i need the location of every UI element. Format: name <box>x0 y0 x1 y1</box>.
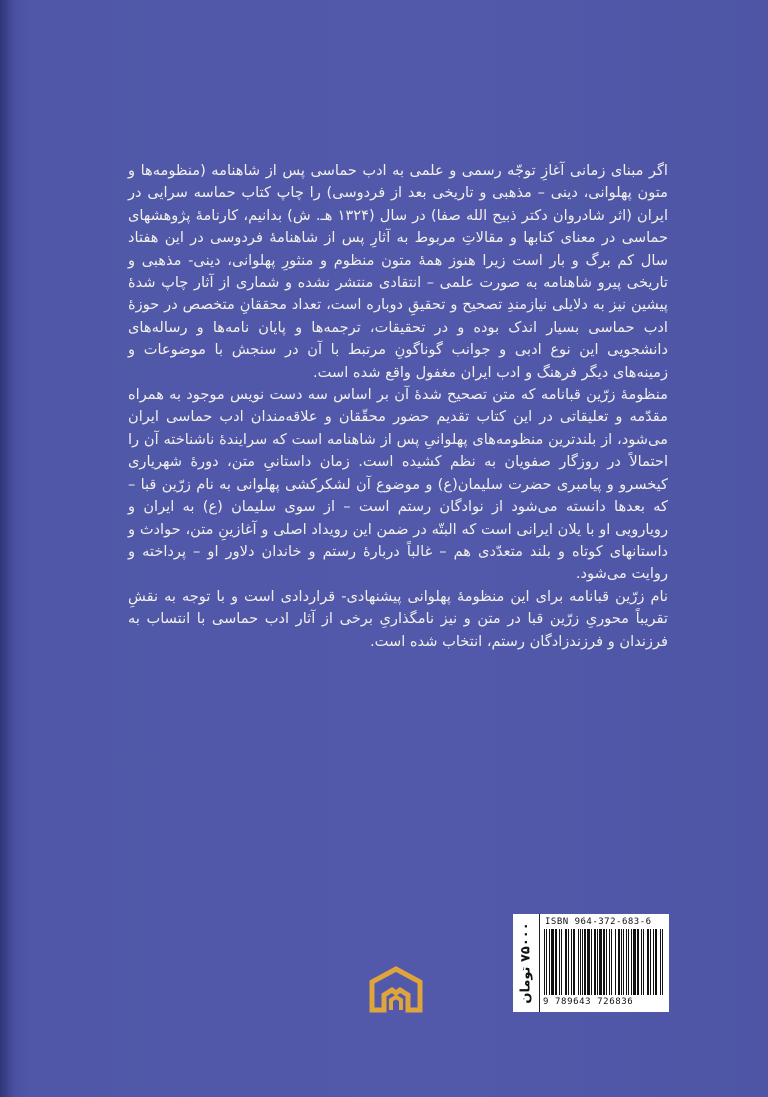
barcode-bar <box>637 929 639 995</box>
barcode-bar <box>591 929 592 995</box>
barcode-bar <box>633 929 636 995</box>
barcode-bar <box>597 929 598 995</box>
barcode-bar <box>647 929 649 995</box>
isbn-text: ISBN 964-372-683-6 <box>545 917 652 927</box>
barcode-bar <box>582 929 583 995</box>
barcode-bar <box>618 929 620 995</box>
blurb-paragraph: اگر مبنای زمانی آغازِ توجّه رسمی و علمی به ادب حماسی پس از شاهنامه (منظومه‌ها و متون پهلوانی، دینی – مذهبی و تاریخی بعد از فردوسی) را چاپ کتاب حماسه سرایی در ایران (اثر شادروان دکتر ذبیح الله صفا) در سال (۱۳۲۴ هـ. ش) بدانیم، کارنامهٔ پژوهشهای حماسی در معنای کتابها و مقالاتِ مربوط به آثارِ پس از شاهنامهٔ فردوسی در این هفتاد سال کم برگ و بار است زیرا هنوز همهٔ متون منظوم و منثورِ پهلوانی، دینی- مذهبی و تاریخی پیرو شاهنامه به صورت علمی – انتقادی منتشر نشده و شماری از آثار چاپ شدهٔ پیشین نیز به دلایلی نیازمندِ تصحیح و تحقیقِ دوباره است، تعداد محققانِ متخصص در حوزهٔ ادب حماسی بسیار اندک بوده و در تحقیقات، ترجمه‌ها و پایان نامه‌ها و رساله‌های دانشجویی این نوع ادبی و جوانب گوناگونِ مرتبط با آن در سنجش با موضوعات و زمینه‌های دیگر فرهنگ و ادب ایران مغفول واقع شده است. <box>128 162 668 381</box>
spine-edge <box>0 0 14 1097</box>
barcode-bar <box>544 929 545 995</box>
barcode-bar <box>573 929 575 995</box>
blurb-paragraph: منظومهٔ زرّین قبانامه که متن تصحیح شدهٔ آن بر اساس سه دست نویس موجود به همراه مقدّمه و تعلیقاتی در این کتاب تقدیم حضور محقّقان و علاقه‌مندان ادب حماسی ایران می‌شود، از بلندترین منظومه‌های پهلوانیِ پس از شاهنامه است که سرایندهٔ ناشناخته آن را احتمالاً در روزگار صفویان به نظم کشیده است. زمان داستانیِ متن، دورهٔ شهریاری کیخسرو و پیامبری حضرت سلیمان(ع) و موضوع آن لشکرکشی پهلوانی به نام زرّین قبا – که بعدها دانسته می‌شود از نوادگان رستم است – از سوی سلیمان (ع) به ایران و رویارویی او با یلان ایرانی است که البتّه در ضمن این رویداد اصلی و آغازینِ متن، حوادث و داستانهای کوتاه و بلند متعدّدی هم – غالباً دربارهٔ رستم و خاندان دلاور او – پرداخته و روایت می‌شود. <box>128 386 668 583</box>
barcode-bar <box>641 929 642 995</box>
barcode-bar <box>603 929 605 995</box>
barcode-bar <box>655 929 657 995</box>
barcode-bar <box>615 929 616 995</box>
barcode-bar <box>653 929 654 995</box>
price-strip <box>513 914 540 1012</box>
barcode-bar <box>628 929 629 995</box>
barcode-label <box>513 914 669 1012</box>
barcode-bar <box>559 929 560 995</box>
barcode-bar <box>594 929 596 995</box>
barcode-bar <box>571 929 572 995</box>
barcode-bar <box>650 929 651 995</box>
publisher-logo-icon <box>367 966 425 1014</box>
barcode-bar <box>606 929 607 995</box>
barcode-bar <box>565 929 567 995</box>
barcode-bar <box>623 929 624 995</box>
barcode-bar <box>578 929 579 995</box>
barcode-bar <box>609 929 610 995</box>
barcode-bar <box>643 929 644 995</box>
barcode-bar <box>546 929 547 995</box>
barcode-bar <box>662 929 663 995</box>
barcode-bar <box>631 929 632 995</box>
barcode-bar <box>611 929 612 995</box>
barcode-bar <box>561 929 562 995</box>
barcode-bar <box>660 929 661 995</box>
barcode-bar <box>626 929 627 995</box>
barcode-bar <box>549 929 550 995</box>
price-text: ۷۵۰۰۰ تومان <box>518 922 534 1004</box>
blurb-paragraph: نام زرّین قبانامه برای این منظومهٔ پهلوانی پیشنهادی- قراردادی است و با توجه به نقشِ تقریباً محوریِ زرّین قبا در متن و نیز نامگذاریِ برخی از آثار ادب حماسی با انتساب به فرزندان و فرزندزادگان رستم، انتخاب شده است. <box>128 587 668 650</box>
barcode-bar <box>599 929 602 995</box>
barcode-bar <box>584 929 586 995</box>
barcode-bar <box>568 929 569 995</box>
barcode-bar <box>580 929 581 995</box>
barcode-bar <box>555 929 557 995</box>
ean-text: 9 789643 726836 <box>543 997 634 1007</box>
blurb-text <box>128 160 668 750</box>
barcode-bars <box>543 929 665 995</box>
barcode-bar <box>621 929 622 995</box>
barcode-bar <box>551 929 554 995</box>
barcode-bar <box>587 929 590 995</box>
